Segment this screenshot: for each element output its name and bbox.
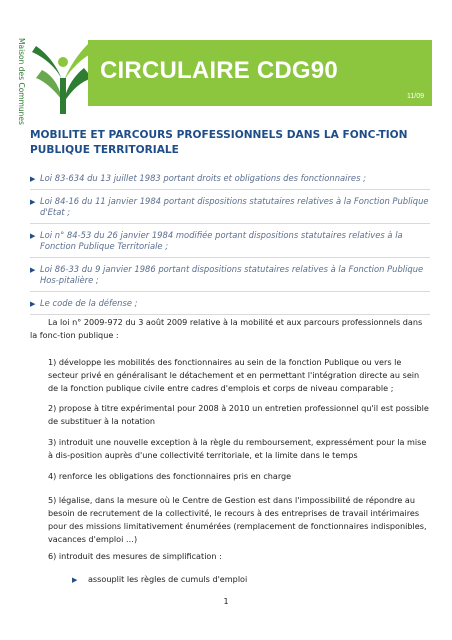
- logo: [14, 38, 94, 125]
- law-text: Loi 84-16 du 11 janvier 1984 portant dispositions statutaires relatives à la Fonction Publique d'Etat ;: [40, 196, 429, 217]
- law-reference-list: [30, 173, 430, 321]
- section-heading: MOBILITE ET PARCOURS PROFESSIONNELS DANS LA FONC-TION PUBLIQUE TERRITORIALE: [30, 129, 408, 156]
- law-item: [30, 298, 430, 315]
- law-item: [30, 230, 430, 258]
- arrow-bullet-icon: ▶: [30, 266, 36, 274]
- header-banner: [88, 40, 432, 106]
- logo-text: Maison des Communes: [17, 38, 26, 125]
- arrow-bullet-icon: ▶: [30, 175, 36, 183]
- law-item: [30, 196, 430, 224]
- law-text: Loi 83-634 du 13 juillet 1983 portant droits et obligations des fonctionnaires ;: [40, 173, 366, 183]
- body-item-5: 5) légalise, dans la mesure où le Centre de Gestion est dans l'impossibilité de répondre au besoin de recrutement de la collectivité, le recours à des entreprises de travail intérimaires pour des missions limitativement énumérées (remplacement de fonctionnaires indisponibles, vacances d'emploi …): [48, 495, 427, 544]
- intro-paragraph: La loi n° 2009-972 du 3 août 2009 relative à la mobilité et aux parcours professionnels dans la fonc-tion publique :: [30, 317, 423, 340]
- law-text: Loi 86-33 du 9 janvier 1986 portant dispositions statutaires relatives à la Fonction Publique Hos-pitalière ;: [40, 264, 424, 285]
- law-item: [30, 264, 430, 292]
- arrow-bullet-icon: ▶: [30, 198, 36, 206]
- body-item-1: 1) développe les mobilités des fonctionnaires au sein de la fonction Publique ou vers le secteur privé en généralisant le détachement et en permettant l'intégration directe au sein de la fonction publique civile entre cadres d'emplois et corps de niveau comparable ;: [48, 357, 420, 393]
- page-number: 1: [223, 597, 229, 606]
- arrow-bullet-icon: ▶: [30, 300, 36, 308]
- sub-item-text: assouplit les règles de cumuls d'emploi: [87, 574, 248, 584]
- logo-vertical-text: [14, 38, 26, 125]
- document-date: 11/09: [407, 93, 424, 100]
- arrow-bullet-icon: ▶: [72, 576, 78, 584]
- tree-figure-logo-icon: [28, 40, 96, 116]
- sub-list-item: [72, 574, 247, 584]
- law-item: [30, 173, 430, 190]
- document-title: CIRCULAIRE CDG90: [100, 57, 338, 84]
- arrow-bullet-icon: ▶: [30, 232, 36, 240]
- body-item-4: 4) renforce les obligations des fonctionnaires pris en charge: [48, 471, 292, 481]
- body-item-6: 6) introduit des mesures de simplification :: [48, 551, 222, 561]
- body-item-3: 3) introduit une nouvelle exception à la règle du remboursement, expressément pour la mise à dis-position auprès d'une collectivité territoriale, et la limite dans le temps: [48, 437, 427, 460]
- body-item-2: 2) propose à titre expérimental pour 2008 à 2010 un entretien professionnel qu'il est possible de substituer à la notation: [48, 403, 429, 426]
- law-text: Le code de la défense ;: [40, 298, 138, 308]
- law-text: Loi n° 84-53 du 26 janvier 1984 modifiée portant dispositions statutaires relatives à la Fonction Publique Territoriale ;: [40, 230, 403, 251]
